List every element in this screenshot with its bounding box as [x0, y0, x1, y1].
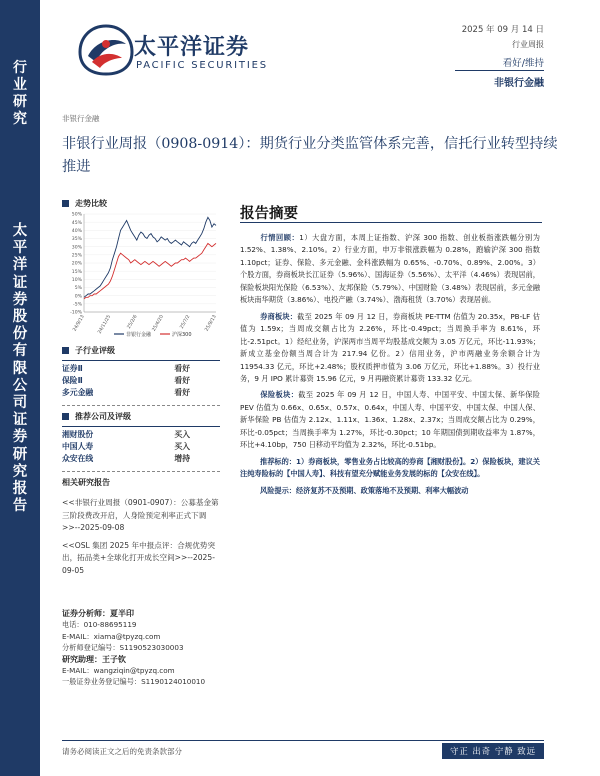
- band-char: 限: [12, 359, 28, 377]
- band-char: 份: [12, 325, 28, 343]
- analyst-name: 证券分析师：夏半印: [62, 609, 134, 618]
- recommend-table: [62, 429, 220, 465]
- band-char: 业: [13, 77, 27, 93]
- y-tick-label: 10%: [71, 277, 82, 283]
- summary-key: 保险板块：: [260, 390, 299, 400]
- row-name: 湘财股份: [62, 430, 94, 439]
- section-marker-icon: [62, 200, 69, 207]
- trend-heading: 走势比较: [62, 198, 220, 209]
- band-label-industry-research: [0, 60, 40, 128]
- y-tick-label: 20%: [71, 261, 82, 267]
- summary-heading: 报告摘要: [240, 205, 298, 222]
- trend-chart-svg: [62, 210, 220, 338]
- row-rating: 看好: [174, 376, 190, 385]
- row-name: 保险Ⅱ: [62, 376, 83, 385]
- x-tick-label: 25/7/2: [179, 314, 192, 330]
- pacific-logo-icon: [76, 22, 136, 78]
- table-row: [62, 363, 220, 375]
- section-dash-rule: [62, 471, 220, 472]
- row-name: 证券Ⅱ: [62, 364, 83, 373]
- brand-name-en: PACIFIC SECURITIES: [136, 60, 268, 71]
- summary-key: 券商板块：: [260, 311, 298, 321]
- recommend-heading: 推荐公司及评级: [62, 411, 220, 422]
- footer-rule: [62, 740, 544, 741]
- y-tick-label: 25%: [71, 253, 82, 259]
- band-char: 平: [12, 239, 28, 257]
- footer-disclaimer: 请务必阅读正文之后的免责条款部分: [62, 747, 182, 756]
- band-char: 股: [12, 308, 28, 326]
- section-dash-rule: [62, 405, 220, 406]
- band-char: 证: [12, 273, 28, 291]
- band-char: 研: [13, 94, 27, 110]
- y-tick-label: -10%: [70, 310, 82, 316]
- band-char: 行: [13, 60, 27, 76]
- recommend-section: [62, 411, 220, 472]
- footer-motto: 守正 出奇 宁静 致远: [442, 743, 544, 759]
- summary-key: 行情回顾：: [260, 233, 300, 242]
- summary-paragraph: [240, 485, 540, 497]
- related-reports-list: [62, 497, 220, 583]
- band-char: 有: [12, 342, 28, 360]
- band-char: 券: [12, 428, 28, 446]
- brand-name: 太平洋证券: [134, 35, 250, 60]
- table-row: [62, 429, 220, 441]
- header-divider: [455, 70, 544, 71]
- assistant-email: E-MAIL：wangziqin@tpyzq.com: [62, 666, 175, 676]
- band-label-company: [0, 222, 40, 514]
- row-rating: 增持: [174, 454, 190, 463]
- summary-text: 1）券商板块，零售业务占比较高的券商【湘财股份】。2）保险板块，建议关注纯寿险标的【中国人寿】、科技有望充分赋能业务发展的标的【众安在线】。: [240, 456, 540, 479]
- summary-text: 截至 2025 年 09 月 12 日，券商板块 PE-TTM 估值为 20.35x，PB-LF 估值为 1.59x；当周成交额占比为 2.26%，环比-0.49pct；当周换手率为 8.61%，环比-2.51pct。1）经纪业务，沪深两市当周平均股基成交额为 3.05 万亿元，环比-11.93%；新成立基金份额当周合计为 217.94 亿份。2）信用业务，沪市两融业务余额合计为 11954.33 亿元，环比+2.48%；股权质押市值为 3.06 万亿元，环比+1.88%。3）投行业务，9 月 IPO 累计募资 15.96 亿元，9 月再融资累计募资 133.32 亿元。: [240, 311, 540, 383]
- y-tick-label: -5%: [73, 302, 82, 308]
- summary-paragraph: [240, 456, 540, 481]
- section-marker-icon: [62, 347, 69, 354]
- band-char: 洋: [12, 256, 28, 274]
- band-char: 券: [12, 290, 28, 308]
- row-rating: 看好: [174, 364, 190, 373]
- related-heading: 相关研究报告: [62, 478, 110, 487]
- summary-text: 截至 2025 年 09 月 12 日，中国人寿、中国平安、中国太保、新华保险 PEV 估值为 0.66x、0.65x、0.57x、0.64x，中国人寿、中国平安、中国太保、中国人保、新华保险 PB 估值为 2.12x、1.11x、1.36x、1.28x、2.37x；当周成交额占比为 0.29%，环比-0.05pct；当周换手率为 1.27%，环比-0.30pct；10 年期国债到期收益率为 1.87%，环比+4.10bp，750 日移动平均值为 2.32%，环比-0.51bp。: [240, 390, 540, 450]
- x-tick-label: 25/4/20: [151, 314, 165, 333]
- band-char: 证: [12, 411, 28, 429]
- x-tick-label: 24/11/25: [97, 314, 113, 335]
- sub-rating-heading: 子行业评级: [62, 345, 220, 356]
- row-name: 多元金融: [62, 388, 94, 397]
- band-char: 太: [12, 222, 28, 239]
- analyst-tel: 电话：010-88695119: [62, 620, 137, 630]
- x-tick-label: 25/2/6: [126, 314, 139, 330]
- band-char: 公: [12, 376, 28, 394]
- y-tick-label: 35%: [71, 237, 82, 243]
- analyst-block: [62, 608, 237, 688]
- table-row: [62, 453, 220, 465]
- assistant-cert: 一般证券业务登记编号：S1190124010010: [62, 677, 206, 687]
- section-rule: [62, 426, 220, 427]
- table-row: [62, 375, 220, 387]
- report-title: 非银行业周报（0908-0914）：期货行业分类监管体系完善，信托行业转型持续推进: [62, 136, 558, 175]
- y-tick-label: 15%: [71, 269, 82, 275]
- related-report-item[interactable]: <<非银行业周报（0901-0907）：公募基金第三阶段费改开启，人身险预定利率正式下调>>--2025-09-08: [62, 498, 219, 533]
- assistant-name: 研究助理：王子钦: [62, 654, 126, 664]
- summary-body: [240, 232, 540, 501]
- related-report-item[interactable]: <<OSL 集团 2025 年中报点评：合规优势突出，拓品类+全球化打开成长空间>>--2025-09-05: [62, 540, 216, 575]
- row-name: 中国人寿: [62, 442, 94, 451]
- sector-name: 非银行金融: [494, 78, 544, 89]
- row-name: 众安在线: [62, 454, 94, 463]
- section-marker-icon: [62, 413, 69, 420]
- y-tick-label: 0%: [74, 294, 82, 300]
- sub-rating-section: [62, 345, 220, 406]
- row-rating: 买入: [174, 430, 190, 439]
- industry-rating: 看好/维持: [502, 58, 544, 69]
- legend-label: 沪深300: [172, 331, 192, 338]
- band-char: 究: [13, 111, 27, 127]
- analyst-cert: 分析师登记编号：S1190523030003: [62, 643, 184, 653]
- legend-label: 非银行金融: [126, 331, 152, 338]
- trend-chart: [62, 210, 220, 355]
- trend-section: [62, 198, 220, 209]
- y-tick-label: 30%: [71, 245, 82, 251]
- summary-paragraph: [240, 311, 540, 386]
- y-tick-label: 45%: [71, 220, 82, 226]
- band-char: 告: [12, 497, 28, 515]
- band-char: 研: [12, 445, 28, 463]
- y-tick-label: 40%: [71, 228, 82, 234]
- summary-text: 经济复苏不及预期、政策落地不及预期、利率大幅波动: [295, 485, 469, 495]
- band-char: 司: [12, 394, 28, 412]
- summary-rule: [240, 222, 542, 223]
- band-char: 报: [12, 480, 28, 498]
- summary-paragraph: [240, 232, 540, 307]
- row-rating: 买入: [174, 442, 190, 451]
- band-char: 究: [12, 462, 28, 480]
- table-row: [62, 387, 220, 399]
- breadcrumb: 非银行金融: [62, 114, 100, 123]
- report-type: 行业周报: [512, 40, 544, 49]
- summary-key: 风险提示：: [260, 485, 296, 495]
- row-rating: 看好: [174, 388, 190, 397]
- y-tick-label: 5%: [74, 286, 82, 292]
- x-tick-label: 25/9/13: [204, 314, 218, 333]
- summary-key: 推荐标的：: [260, 456, 297, 466]
- section-rule: [62, 360, 220, 361]
- table-row: [62, 441, 220, 453]
- x-tick-label: 24/9/13: [72, 314, 86, 333]
- summary-text: 1）大盘方面，本周上证指数、沪深 300 指数、创业板指涨跌幅分别为 1.52%、1.38%、2.10%。2）行业方面，申万非银涨跌幅为 0.28%，跑输沪深 300 指数 1.10pct；证券、保险、多元金融、金科涨跌幅为 0.65%、-0.70%、0.89%、2.00%。3）个股方面，券商板块长江证券（5.96%）、国海证券（5.56%）、太平洋（4.46%）表现居前，保险板块阳光保险（6.53%）、友邦保险（5.79%）、中国财险（3.48%）表现居前，多元金融板块南华期货（3.86%）、电投产融（3.74%）、渤海租赁（3.70%）表现居前。: [240, 233, 540, 305]
- analyst-email: E-MAIL：xiama@tpyzq.com: [62, 631, 161, 641]
- sub-rating-table: [62, 363, 220, 399]
- summary-paragraph: [240, 389, 540, 451]
- y-tick-label: 50%: [71, 212, 82, 218]
- report-date: 2025 年 09 月 14 日: [461, 25, 544, 35]
